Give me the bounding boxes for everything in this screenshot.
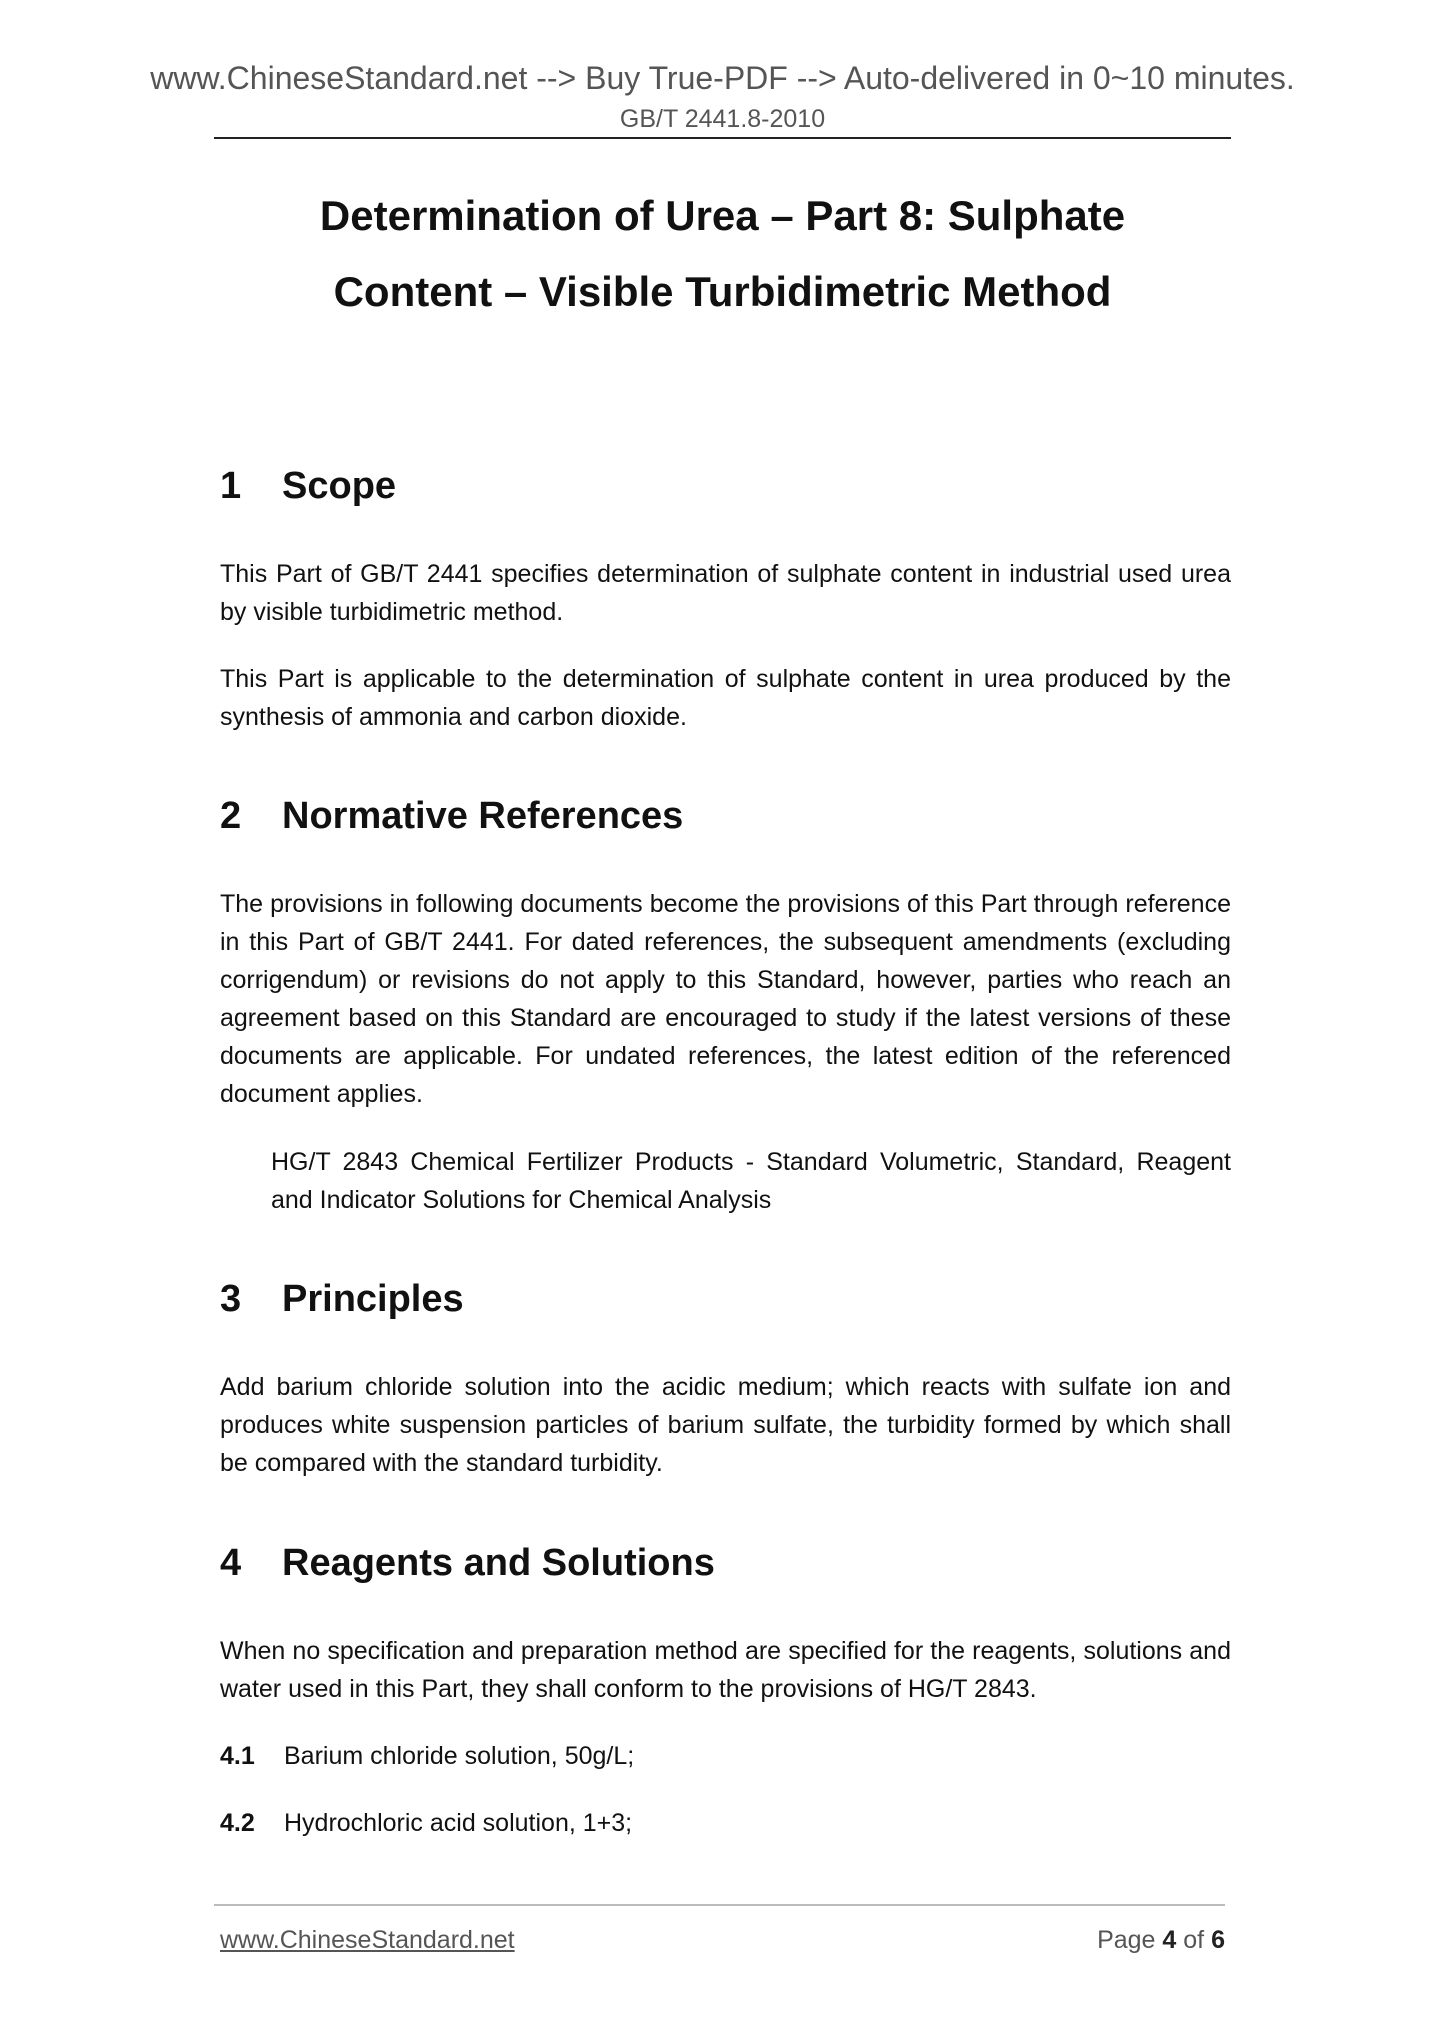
current-page-number: 4 bbox=[1162, 1926, 1177, 1954]
document-code: GB/T 2441.8-2010 bbox=[619, 105, 826, 133]
page-label: Page bbox=[1097, 1926, 1156, 1954]
section-number: 4 bbox=[220, 1542, 242, 1584]
page-of-label: of bbox=[1183, 1926, 1205, 1954]
list-item bbox=[220, 1804, 632, 1842]
scope-paragraph-2: This Part is applicable to the determination of sulphate content in urea produced by the synthesis of ammonia and carbon dioxide. bbox=[220, 665, 1231, 731]
list-item bbox=[220, 1737, 634, 1775]
section-number: 2 bbox=[220, 795, 242, 837]
title-line-2: Content – Visible Turbidimetric Method bbox=[333, 268, 1112, 315]
footer-divider bbox=[214, 1904, 1225, 1906]
site-banner: www.ChineseStandard.net --> Buy True-PDF --> Auto-delivered in 0~10 minutes. bbox=[150, 60, 1295, 96]
section-heading-references bbox=[220, 793, 683, 839]
references-paragraph: The provisions in following documents become the provisions of this Part through reference in this Part of GB/T 2441. For dated references, the subsequent amendments (excluding corrigendum) or revisions do not apply to this Standard, however, parties who reach an agreement based on this Standard are encouraged to study if the latest versions of these documents are applicable. For undated references, the latest edition of the referenced document applies. bbox=[220, 890, 1231, 1108]
title-line-1: Determination of Urea – Part 8: Sulphate bbox=[319, 192, 1126, 239]
section-title: Scope bbox=[282, 465, 397, 507]
item-text: Hydrochloric acid solution, 1+3; bbox=[284, 1809, 633, 1837]
section-title: Normative References bbox=[282, 795, 684, 837]
section-heading-principles bbox=[220, 1276, 464, 1322]
scope-paragraph-1: This Part of GB/T 2441 specifies determination of sulphate content in industrial used urea by visible turbidimetric method. bbox=[220, 560, 1231, 626]
item-number: 4.1 bbox=[220, 1742, 255, 1770]
page-indicator bbox=[1097, 1924, 1225, 1956]
section-number: 1 bbox=[220, 465, 242, 507]
section-heading-reagents bbox=[220, 1540, 715, 1586]
item-text: Barium chloride solution, 50g/L; bbox=[284, 1742, 635, 1770]
reference-item-hgt-2843: HG/T 2843 Chemical Fertilizer Products - Standard Volumetric, Standard, Reagent and Indicator Solutions for Chemical Analysis bbox=[271, 1148, 1231, 1214]
section-title: Principles bbox=[282, 1278, 464, 1320]
item-number: 4.2 bbox=[220, 1809, 255, 1837]
footer-website-link[interactable]: www.ChineseStandard.net bbox=[220, 1926, 515, 1954]
principles-paragraph: Add barium chloride solution into the acidic medium; which reacts with sulfate ion and produces white suspension particles of barium sulfate, the turbidity formed by which shall be compared with the standard turbidity. bbox=[220, 1373, 1231, 1477]
reagents-paragraph: When no specification and preparation method are specified for the reagents, solutions and water used in this Part, they shall conform to the provisions of HG/T 2843. bbox=[220, 1637, 1231, 1703]
section-number: 3 bbox=[220, 1278, 242, 1320]
header-divider bbox=[214, 137, 1231, 139]
page-title bbox=[214, 178, 1231, 330]
section-title: Reagents and Solutions bbox=[282, 1542, 715, 1584]
total-pages-number: 6 bbox=[1211, 1926, 1225, 1954]
section-heading-scope bbox=[220, 463, 396, 509]
